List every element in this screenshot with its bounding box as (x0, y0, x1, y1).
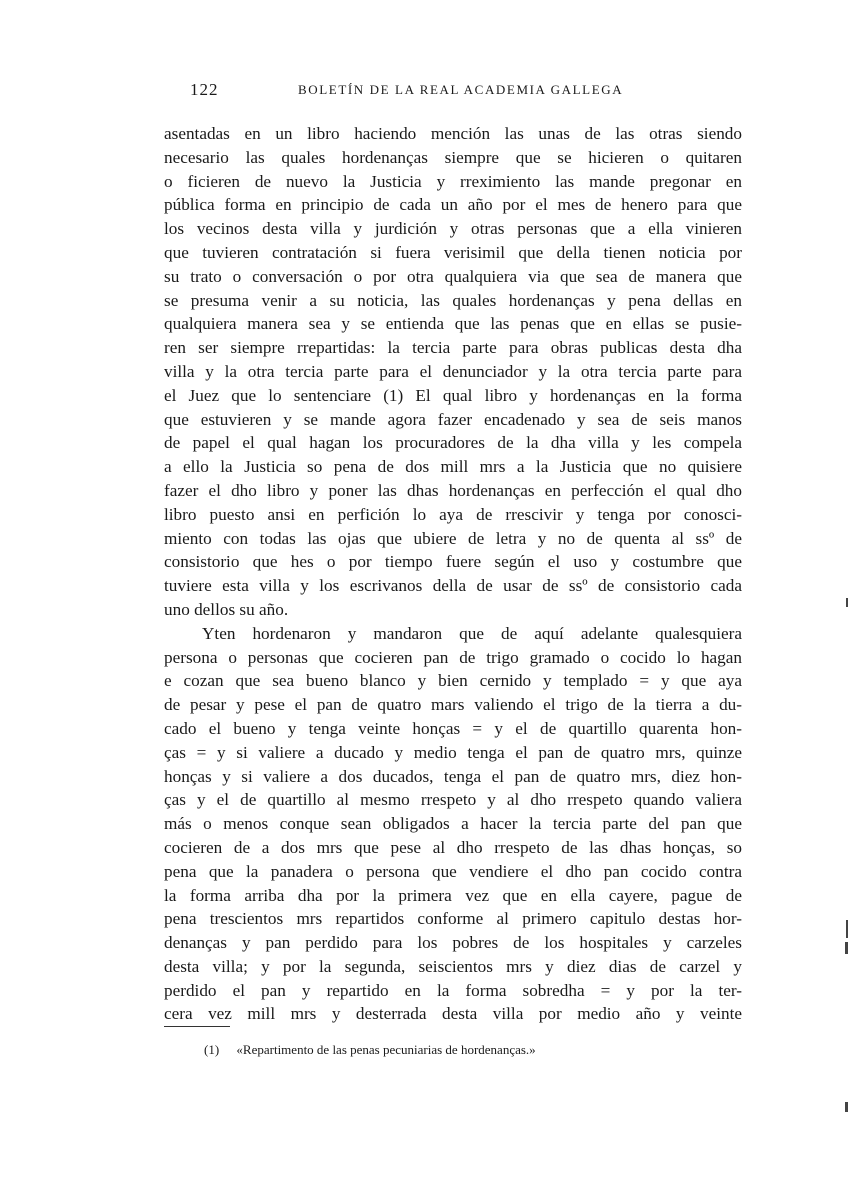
text-line: de pesar y pese el pan de quatro mars valiendo el trigo de la tierra a du- (164, 695, 742, 715)
text-line: uno dellos su año. (164, 599, 289, 619)
footnote-text: «Repartimento de las penas pecuniarias de hordenanças.» (236, 1042, 536, 1057)
text-line: Yten hordenaron y mandaron que de aquí adelante qualesquiera (202, 623, 742, 643)
footnote (204, 1042, 536, 1058)
text-line: consistorio que hes o por tiempo fuere según el uso y costumbre que (164, 552, 742, 572)
text-line: desta villa; y por la segunda, seiscientos mrs y diez dias de carzel y (164, 956, 742, 976)
text-line: de papel el qual hagan los procuradores de la dha villa y les compela (164, 433, 742, 453)
running-head: BOLETÍN DE LA REAL ACADEMIA GALLEGA (298, 82, 624, 97)
text-line: o ficieren de nuevo la Justicia y rreximiento las mande pregonar en (164, 171, 742, 191)
text-line: pena trescientos mrs repartidos conforme al primero capitulo destas hor- (164, 909, 742, 929)
text-line: a ello la Justicia so pena de dos mill mrs a la Justicia que no quisiere (164, 457, 742, 477)
text-line: fazer el dho libro y poner las dhas hordenanças en perfección el qual dho (164, 480, 742, 500)
text-line: perdido el pan y repartido en la forma sobredha = y por la ter- (164, 980, 742, 1000)
page-header (190, 80, 744, 102)
text-line: el Juez que lo sentenciare (1) El qual libro y hordenanças en la forma (164, 385, 742, 405)
margin-speck (845, 942, 848, 954)
text-line: necesario las quales hordenanças siempre que se hicieren o quitaren (164, 147, 742, 167)
text-line: qualquiera manera sea y se entienda que las penas que en ellas se pusie- (164, 314, 742, 334)
text-line: que estuvieren y se mande agora fazer encadenado y sea de seis manos (164, 409, 742, 429)
text-line: honças y si valiere a dos ducados, tenga el pan de quatro mrs, diez hon- (164, 766, 742, 786)
text-line: cado el bueno y tenga veinte honças = y el de quartillo quarenta hon- (164, 718, 742, 738)
text-line: miento con todas las ojas que ubiere de letra y no de quenta al ssº de (164, 528, 742, 548)
text-line: e cozan que sea bueno blanco y bien cernido y templado = y que aya (164, 671, 742, 691)
text-line: que tuvieren contratación si fuera verisimil que della tienen noticia por (164, 242, 742, 262)
body-text (164, 122, 742, 1026)
page-number: 122 (190, 80, 219, 99)
text-line: ren ser siempre rrepartidas: la tercia parte para obras publicas desta dha (164, 338, 742, 358)
text-line: tuviere esta villa y los escrivanos della de usar de ssº de consistorio cada (164, 576, 742, 596)
text-line: denanças y pan perdido para los pobres de los hospitales y carzeles (164, 933, 742, 953)
text-line: la forma arriba dha por la primera vez que en ella cayere, pague de (164, 885, 742, 905)
text-line: ças y el de quartillo al mesmo rrespeto y al dho rrespeto quando valiera (164, 790, 742, 810)
text-line: libro puesto ansi en perfición lo aya de rrescivir y tenga por conosci- (164, 504, 742, 524)
margin-speck (845, 1102, 848, 1112)
text-line: se presuma venir a su noticia, las quales hordenanças y pena dellas en (164, 290, 742, 310)
text-line: cera vez mill mrs y desterrada desta villa por medio año y veinte (164, 1004, 742, 1024)
text-line: su trato o conversación o por otra qualquiera via que sea de manera que (164, 266, 742, 286)
text-line: persona o personas que cocieren pan de trigo gramado o cocido lo hagan (164, 647, 742, 667)
text-line: pena que la panadera o persona que vendiere el dho pan cocido contra (164, 861, 742, 881)
margin-speck (846, 598, 848, 607)
text-line: pública forma en principio de cada un año por el mes de henero para que (164, 195, 742, 215)
text-line: cocieren de a dos mrs que pese al dho rrespeto de las dhas honças, so (164, 837, 742, 857)
footnote-divider (164, 1026, 230, 1027)
footnote-marker: (1) (204, 1042, 220, 1057)
text-line: más o menos conque sean obligados a hacer la tercia parte del pan que (164, 814, 742, 834)
margin-speck (846, 920, 848, 938)
text-line: asentadas en un libro haciendo mención las unas de las otras siendo (164, 124, 742, 143)
text-line: ças = y si valiere a ducado y medio tenga el pan de quatro mrs, quinze (164, 742, 742, 762)
text-line: los vecinos desta villa y jurdición y otras personas que a ella vinieren (164, 219, 742, 239)
text-line: villa y la otra tercia parte para el denunciador y la otra tercia parte para (164, 361, 742, 381)
